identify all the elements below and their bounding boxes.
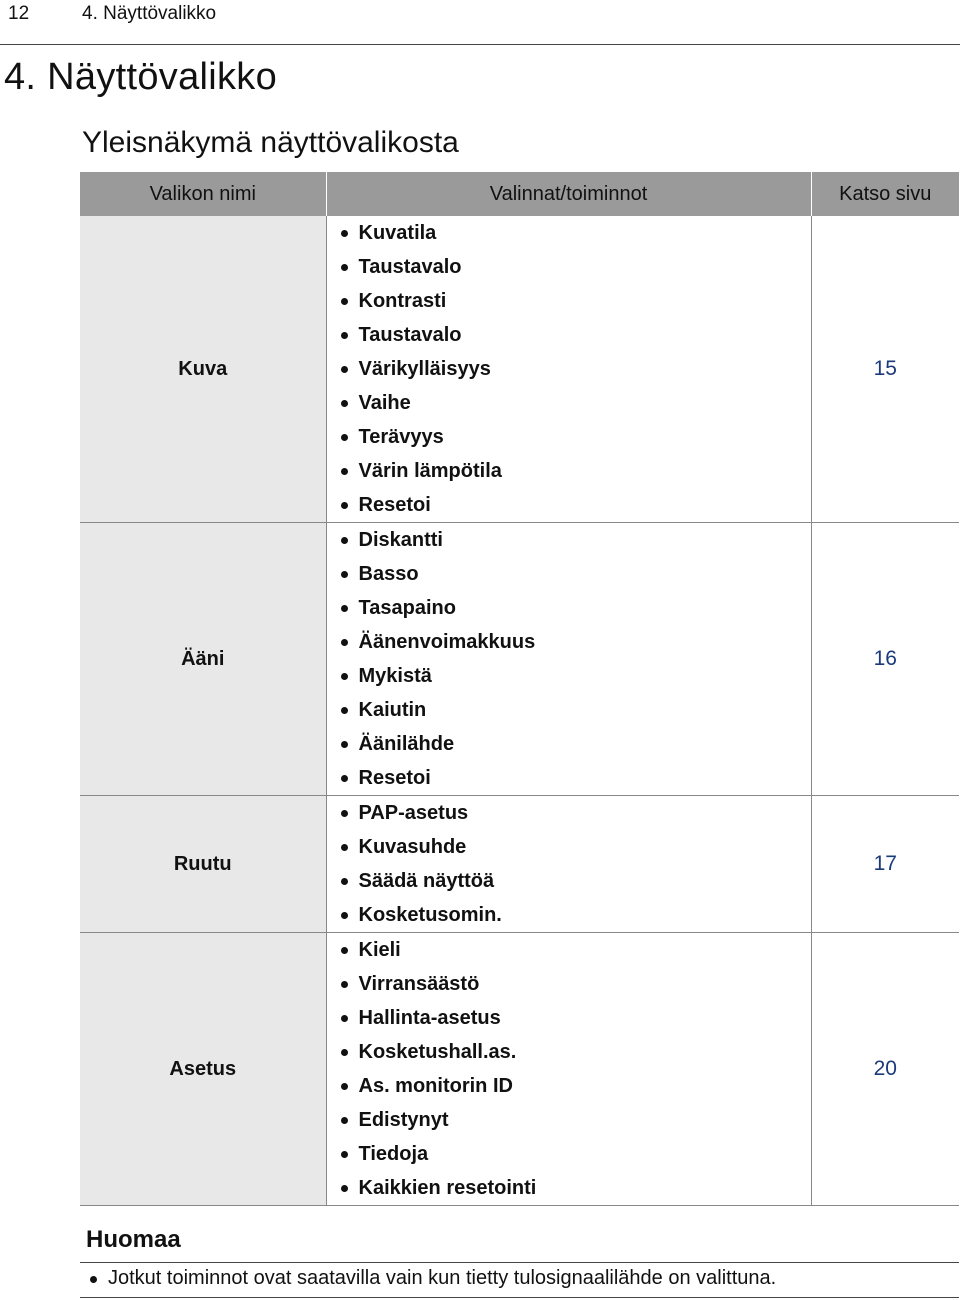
- list-item: Kosketusomin.: [337, 898, 811, 932]
- list-item: Virransäästö: [337, 967, 811, 1001]
- menu-options-cell: [326, 796, 811, 933]
- list-item: Hallinta-asetus: [337, 1001, 811, 1035]
- list-item: Äänenvoimakkuus: [337, 625, 811, 659]
- header-section-title: 4. Näyttövalikko: [82, 3, 217, 24]
- menu-name-cell: Ruutu: [80, 796, 326, 933]
- option-list: [337, 216, 811, 522]
- list-item: Kaiutin: [337, 693, 811, 727]
- list-item: Kosketushall.as.: [337, 1035, 811, 1069]
- note-title: Huomaa: [86, 1226, 181, 1253]
- section-title: Yleisnäkymä näyttövalikosta: [82, 126, 459, 159]
- note-text: Jotkut toiminnot ovat saatavilla vain kun tietty tulosignaalilähde on valittuna.: [108, 1267, 777, 1289]
- list-item: Edistynyt: [337, 1103, 811, 1137]
- page-reference-cell: 16: [811, 523, 959, 796]
- option-list: [337, 523, 811, 795]
- list-item: Taustavalo: [337, 318, 811, 352]
- list-item: Tiedoja: [337, 1137, 811, 1171]
- list-item: Taustavalo: [337, 250, 811, 284]
- menu-options-cell: [326, 216, 811, 523]
- menu-overview-table: [80, 172, 959, 1206]
- column-header-menu-name: Valikon nimi: [80, 172, 326, 216]
- page-reference-cell: 15: [811, 216, 959, 523]
- column-header-page: Katso sivu: [811, 172, 959, 216]
- list-item: As. monitorin ID: [337, 1069, 811, 1103]
- list-item: Basso: [337, 557, 811, 591]
- list-item: Värikylläisyys: [337, 352, 811, 386]
- table-row: [80, 216, 959, 523]
- table-row: [80, 933, 959, 1206]
- table-row: [80, 796, 959, 933]
- bullet-icon: [90, 1276, 97, 1283]
- list-item: Vaihe: [337, 386, 811, 420]
- list-item: Mykistä: [337, 659, 811, 693]
- list-item: Terävyys: [337, 420, 811, 454]
- chapter-title: 4. Näyttövalikko: [4, 56, 278, 98]
- list-item: Äänilähde: [337, 727, 811, 761]
- list-item: Värin lämpötila: [337, 454, 811, 488]
- page-header: [0, 0, 960, 45]
- list-item: Kuvasuhde: [337, 830, 811, 864]
- list-item: Kieli: [337, 933, 811, 967]
- option-list: [337, 796, 811, 932]
- list-item: Kontrasti: [337, 284, 811, 318]
- menu-name-cell: Kuva: [80, 216, 326, 523]
- page-reference-cell: 20: [811, 933, 959, 1206]
- list-item: Säädä näyttöä: [337, 864, 811, 898]
- table-row: [80, 523, 959, 796]
- page-number: 12: [8, 3, 30, 24]
- page-reference-cell: 17: [811, 796, 959, 933]
- list-item: Tasapaino: [337, 591, 811, 625]
- column-header-options: Valinnat/toiminnot: [326, 172, 811, 216]
- list-item: Kaikkien resetointi: [337, 1171, 811, 1205]
- list-item: Kuvatila: [337, 216, 811, 250]
- menu-name-cell: Asetus: [80, 933, 326, 1206]
- note-box: [80, 1262, 959, 1298]
- list-item: Resetoi: [337, 488, 811, 522]
- menu-options-cell: [326, 523, 811, 796]
- table-header-row: [80, 172, 959, 216]
- menu-options-cell: [326, 933, 811, 1206]
- list-item: PAP-asetus: [337, 796, 811, 830]
- menu-name-cell: Ääni: [80, 523, 326, 796]
- option-list: [337, 933, 811, 1205]
- list-item: Diskantti: [337, 523, 811, 557]
- list-item: Resetoi: [337, 761, 811, 795]
